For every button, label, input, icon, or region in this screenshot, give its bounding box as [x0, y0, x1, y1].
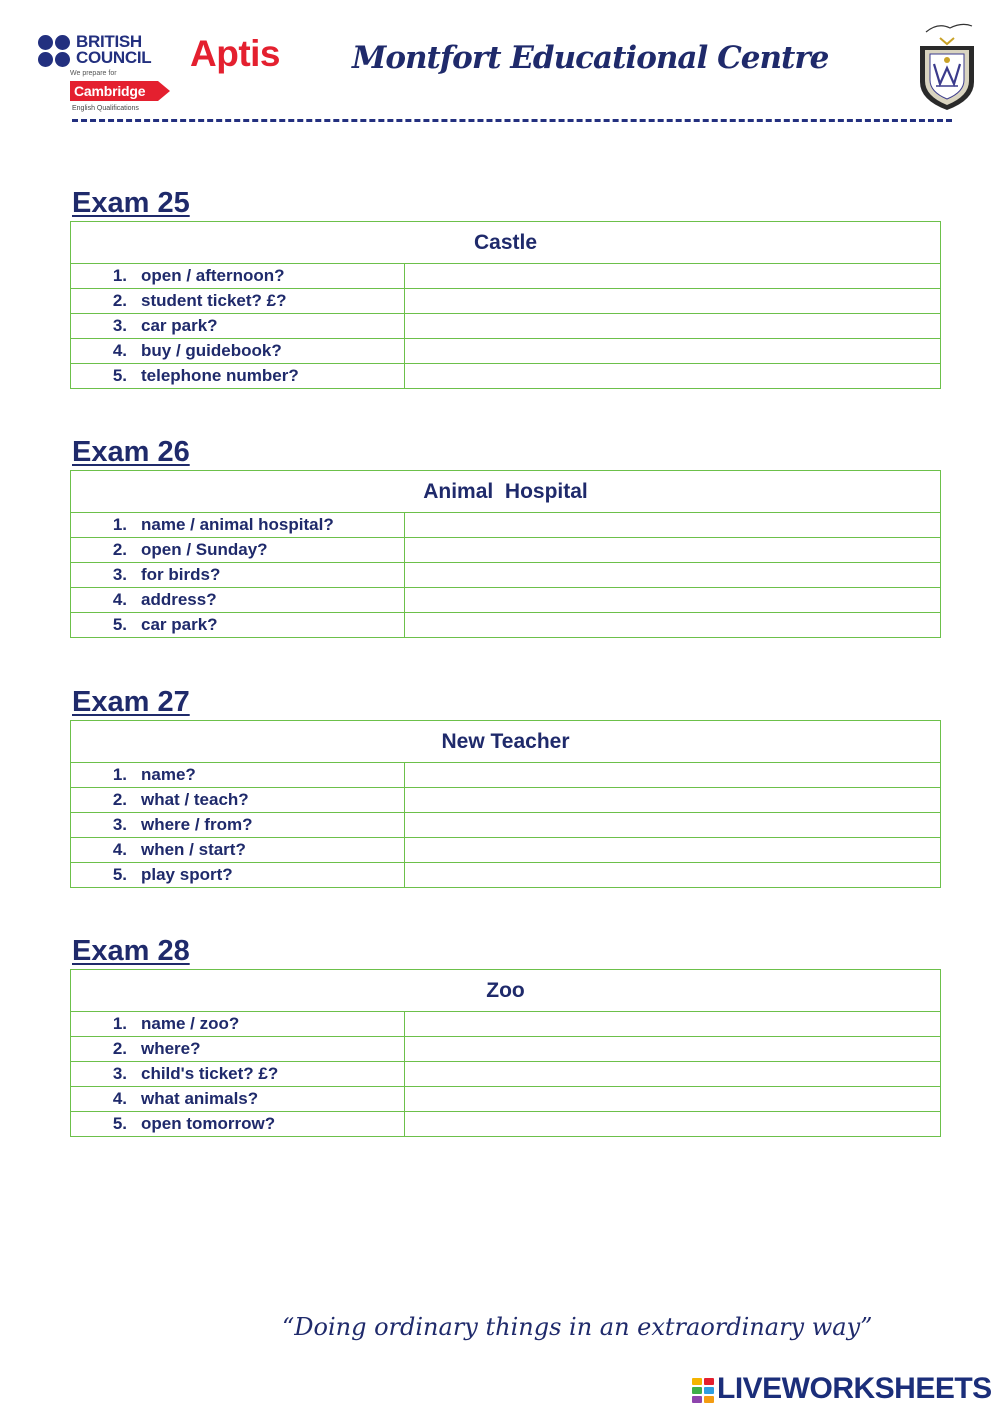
table-row	[71, 588, 941, 613]
answer-cell[interactable]	[405, 1037, 941, 1062]
question-table	[70, 221, 941, 389]
question-number: 4.	[112, 590, 127, 609]
question-number: 2.	[112, 790, 127, 809]
question-cell	[71, 339, 405, 364]
question-text: child's ticket? £?	[141, 1064, 279, 1083]
question-cell	[71, 838, 405, 863]
question-table	[70, 969, 941, 1137]
exam-title: Exam 27	[72, 686, 190, 718]
table-row	[71, 863, 941, 888]
exam-section	[70, 435, 942, 638]
question-text: telephone number?	[141, 366, 299, 385]
question-number: 3.	[112, 316, 127, 335]
question-number: 5.	[112, 615, 127, 634]
question-number: 4.	[112, 1089, 127, 1108]
answer-cell[interactable]	[405, 289, 941, 314]
cambridge-subtitle: English Qualifications	[72, 105, 139, 112]
topic-heading: Zoo	[71, 970, 941, 1012]
question-text: car park?	[141, 316, 218, 335]
question-text: buy / guidebook?	[141, 341, 282, 360]
cambridge-tagline: We prepare for	[70, 70, 117, 77]
question-text: what / teach?	[141, 790, 249, 809]
table-row	[71, 314, 941, 339]
question-cell	[71, 813, 405, 838]
answer-cell[interactable]	[405, 513, 941, 538]
question-text: student ticket? £?	[141, 291, 287, 310]
question-text: name / animal hospital?	[141, 515, 334, 534]
british-council-dots-icon	[38, 35, 72, 69]
question-number: 3.	[112, 815, 127, 834]
answer-cell[interactable]	[405, 538, 941, 563]
question-cell	[71, 588, 405, 613]
question-number: 4.	[112, 840, 127, 859]
question-text: where?	[141, 1039, 201, 1058]
question-number: 1.	[112, 515, 127, 534]
question-cell	[71, 289, 405, 314]
centre-name-title: Montfort Educational Centre	[352, 40, 829, 76]
header-divider	[72, 119, 952, 122]
centre-motto: “Doing ordinary things in an extraordinary way”	[282, 1313, 873, 1341]
question-cell	[71, 314, 405, 339]
table-row	[71, 289, 941, 314]
table-row	[71, 1012, 941, 1037]
answer-cell[interactable]	[405, 788, 941, 813]
answer-cell[interactable]	[405, 813, 941, 838]
question-text: address?	[141, 590, 217, 609]
question-text: open tomorrow?	[141, 1114, 276, 1133]
exam-title: Exam 26	[72, 436, 190, 468]
table-row	[71, 788, 941, 813]
question-text: for birds?	[141, 565, 221, 584]
question-number: 5.	[112, 366, 127, 385]
aptis-logo: Aptis	[190, 33, 280, 74]
liveworksheets-wordmark: LIVEWORKSHEETS	[717, 1372, 992, 1405]
question-number: 2.	[112, 540, 127, 559]
answer-cell[interactable]	[405, 264, 941, 289]
table-row	[71, 1037, 941, 1062]
answer-cell[interactable]	[405, 364, 941, 389]
table-row	[71, 763, 941, 788]
question-text: where / from?	[141, 815, 253, 834]
page-header	[0, 0, 1000, 130]
question-number: 1.	[112, 765, 127, 784]
question-text: open / Sunday?	[141, 540, 268, 559]
question-text: open / afternoon?	[141, 266, 285, 285]
british-council-wordmark: BRITISH COUNCIL	[76, 32, 152, 67]
question-table	[70, 720, 941, 888]
exam-title: Exam 25	[72, 187, 190, 219]
question-cell	[71, 788, 405, 813]
cambridge-badge-text: Cambridge	[74, 83, 146, 99]
answer-cell[interactable]	[405, 613, 941, 638]
answer-cell[interactable]	[405, 588, 941, 613]
exam-title: Exam 28	[72, 935, 190, 967]
question-text: what animals?	[141, 1089, 259, 1108]
question-text: name / zoo?	[141, 1014, 240, 1033]
question-cell	[71, 563, 405, 588]
answer-cell[interactable]	[405, 1012, 941, 1037]
question-cell	[71, 1112, 405, 1137]
topic-heading: Castle	[71, 222, 941, 264]
question-number: 1.	[112, 266, 127, 285]
question-cell	[71, 1012, 405, 1037]
topic-heading: New Teacher	[71, 721, 941, 763]
answer-cell[interactable]	[405, 838, 941, 863]
table-row	[71, 1087, 941, 1112]
table-row	[71, 364, 941, 389]
question-cell	[71, 1087, 405, 1112]
table-row	[71, 339, 941, 364]
question-cell	[71, 1062, 405, 1087]
question-cell	[71, 364, 405, 389]
table-row	[71, 838, 941, 863]
question-text: play sport?	[141, 865, 233, 884]
question-text: name?	[141, 765, 196, 784]
table-row	[71, 264, 941, 289]
table-row	[71, 813, 941, 838]
question-text: car park?	[141, 615, 218, 634]
answer-cell[interactable]	[405, 314, 941, 339]
answer-cell[interactable]	[405, 763, 941, 788]
table-row	[71, 513, 941, 538]
answer-cell[interactable]	[405, 1112, 941, 1137]
liveworksheets-logo[interactable]	[692, 1372, 992, 1408]
question-number: 5.	[112, 1114, 127, 1133]
question-number: 1.	[112, 1014, 127, 1033]
answer-cell[interactable]	[405, 339, 941, 364]
question-cell	[71, 513, 405, 538]
answer-cell[interactable]	[405, 1087, 941, 1112]
question-cell	[71, 1037, 405, 1062]
question-cell	[71, 613, 405, 638]
question-cell	[71, 538, 405, 563]
question-cell	[71, 264, 405, 289]
exam-section	[70, 186, 942, 389]
question-cell	[71, 863, 405, 888]
question-number: 4.	[112, 341, 127, 360]
liveworksheets-icon	[692, 1378, 714, 1402]
cambridge-badge	[70, 81, 162, 101]
answer-cell[interactable]	[405, 563, 941, 588]
british-council-logo	[38, 32, 168, 115]
question-number: 3.	[112, 565, 127, 584]
question-cell	[71, 763, 405, 788]
exam-section	[70, 685, 942, 888]
table-row	[71, 1062, 941, 1087]
exam-section	[70, 934, 942, 1137]
question-number: 2.	[112, 1039, 127, 1058]
table-row	[71, 563, 941, 588]
table-row	[71, 1112, 941, 1137]
answer-cell[interactable]	[405, 1062, 941, 1087]
question-text: when / start?	[141, 840, 246, 859]
answer-cell[interactable]	[405, 863, 941, 888]
question-number: 5.	[112, 865, 127, 884]
table-row	[71, 538, 941, 563]
question-number: 2.	[112, 291, 127, 310]
table-row	[71, 613, 941, 638]
question-table	[70, 470, 941, 638]
topic-heading: Animal Hospital	[71, 471, 941, 513]
montfort-crest-icon	[916, 20, 978, 112]
question-number: 3.	[112, 1064, 127, 1083]
